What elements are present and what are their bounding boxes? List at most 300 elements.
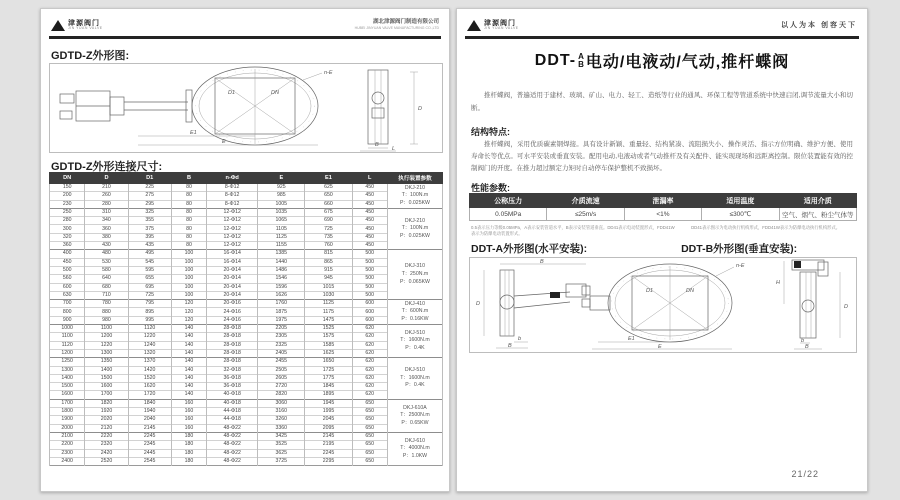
- dim-cell: 620: [352, 366, 387, 374]
- dim-cell: 2045: [305, 416, 352, 424]
- dim-cell: 500: [352, 266, 387, 274]
- triangle-logo-icon: [467, 20, 481, 31]
- dim-cell: 28-Φ18: [207, 333, 258, 341]
- dim-cell: 180: [171, 432, 206, 440]
- gdtd-drawing-svg: [50, 64, 442, 152]
- dim-cell: 2455: [258, 358, 305, 366]
- dim-cell: 650: [352, 399, 387, 407]
- drawing-b-title: DDT-B外形图(垂直安装):: [681, 243, 798, 255]
- dim-cell: 8-Φ12: [207, 192, 258, 200]
- dim-cell: 675: [305, 208, 352, 216]
- title-ab-stack: [578, 53, 584, 69]
- dim-cell: 2325: [258, 341, 305, 349]
- dim-cell: 725: [305, 225, 352, 233]
- dim-cell: 250: [50, 208, 85, 216]
- dim-cell: 450: [352, 233, 387, 241]
- perf-value: 0.05MPa: [470, 208, 547, 221]
- perf-value: <1%: [624, 208, 701, 221]
- dim-cell: 660: [305, 200, 352, 208]
- dim-cell: 1840: [128, 399, 171, 407]
- dim-cell: 2405: [258, 349, 305, 357]
- dim-cell: 2000: [50, 424, 85, 432]
- dim-cell: 1700: [50, 399, 85, 407]
- dim-cell: 450: [352, 225, 387, 233]
- dim-cell: 1600: [50, 391, 85, 399]
- dim-cell: 48-Φ22: [207, 449, 258, 457]
- dim-table-row: [50, 383, 443, 391]
- dim-cell: 28-Φ18: [207, 349, 258, 357]
- dim-cell: 680: [85, 283, 128, 291]
- dim-cell: 1005: [258, 200, 305, 208]
- dim-cell: 735: [305, 233, 352, 241]
- dim-column-header: n-Φd: [207, 173, 258, 184]
- dim-cell: 12-Φ12: [207, 208, 258, 216]
- dim-cell: 690: [305, 217, 352, 225]
- dim-cell: 2295: [305, 457, 352, 465]
- dim-cell: 48-Φ22: [207, 424, 258, 432]
- dim-cell: 2520: [85, 457, 128, 465]
- dim-cell: 180: [171, 441, 206, 449]
- dim-cell: 1300: [50, 366, 85, 374]
- dim-cell: 260: [85, 192, 128, 200]
- dim-cell: 1546: [258, 275, 305, 283]
- dim-cell: 1240: [128, 341, 171, 349]
- dim-column-header: E1: [305, 173, 352, 184]
- dim-cell: 1820: [85, 399, 128, 407]
- footnote-right: DD41表示图示为电动执行机构形式，FDD41W表示为防爆电动执行机构形式。: [691, 225, 841, 230]
- dim-cell: 650: [352, 449, 387, 457]
- dim-cell: 1520: [128, 374, 171, 382]
- perf-header: 适用温度: [702, 194, 779, 208]
- dim-cell: 20-Φ14: [207, 266, 258, 274]
- dim-cell: 300: [50, 225, 85, 233]
- dim-cell: 40-Φ18: [207, 399, 258, 407]
- dim-cell: 1725: [305, 366, 352, 374]
- dim-cell: 495: [128, 250, 171, 258]
- dim-table-row: [50, 192, 443, 200]
- dim-cell: 20-Φ14: [207, 283, 258, 291]
- dim-cell: 100: [171, 250, 206, 258]
- svg-text:D: D: [418, 106, 422, 112]
- dim-table-row: [50, 349, 443, 357]
- svg-text:D1: D1: [646, 288, 654, 294]
- dimension-table-header-row: [50, 173, 443, 184]
- dim-cell: 625: [305, 184, 352, 192]
- dim-cell: 1575: [305, 333, 352, 341]
- dim-table-row: [50, 441, 443, 449]
- dim-table-row: [50, 300, 443, 308]
- svg-text:B: B: [375, 142, 379, 148]
- dim-cell: 1125: [305, 300, 352, 308]
- dim-cell: 100: [171, 283, 206, 291]
- dim-cell: 1100: [85, 325, 128, 333]
- dim-cell: 140: [171, 325, 206, 333]
- dim-cell: 12-Φ12: [207, 217, 258, 225]
- perf-header: 介质流速: [547, 194, 624, 208]
- dim-cell: 1845: [305, 383, 352, 391]
- dim-cell: 16-Φ14: [207, 258, 258, 266]
- dim-cell: 140: [171, 358, 206, 366]
- dim-column-header: D: [85, 173, 128, 184]
- dim-cell: 980: [85, 316, 128, 324]
- dim-cell: 1320: [128, 349, 171, 357]
- dim-cell: 500: [352, 275, 387, 283]
- dim-table-row: [50, 208, 443, 216]
- header-rule: [465, 36, 859, 39]
- dim-cell: 1500: [50, 383, 85, 391]
- dim-cell: 310: [85, 208, 128, 216]
- dim-cell: 450: [352, 242, 387, 250]
- dim-cell: 20-Φ16: [207, 300, 258, 308]
- dim-cell: 160: [171, 424, 206, 432]
- dim-cell: 450: [352, 184, 387, 192]
- features-paragraph: 推杆蝶阀，采用优质碳素钢焊接。具有设计新颖、重量轻、结构紧凑、流阻损失小、操作灵活、指示方位明确、维护方便、使用寿命长等优点。可水平安装或垂直安装。配用电动,电液动或者气动推杆及有关配件、能实现现场和远距离控制。限位装置能有效的控制阀门的开度。在推力超过额定力矩时自动停车保护整机不致损坏。: [471, 141, 853, 173]
- dim-cell: 2445: [128, 449, 171, 457]
- dim-table-row: [50, 225, 443, 233]
- dim-table-row: [50, 266, 443, 274]
- dim-cell: 24-Φ16: [207, 316, 258, 324]
- dim-cell: 375: [128, 225, 171, 233]
- dim-cell: 1440: [258, 258, 305, 266]
- title-prefix: DDT-: [534, 51, 577, 69]
- brand-logo: [51, 20, 103, 31]
- dim-table-row: [50, 399, 443, 407]
- svg-text:b: b: [801, 338, 805, 344]
- dim-cell: 2345: [128, 441, 171, 449]
- dim-cell: 1760: [258, 300, 305, 308]
- dim-cell: 2220: [85, 432, 128, 440]
- dim-cell: 16-Φ14: [207, 250, 258, 258]
- dim-cell: 795: [128, 300, 171, 308]
- page-left: [40, 8, 450, 492]
- title-suffix: 电动/电液动/气动,推杆蝶阀: [585, 54, 790, 71]
- dim-cell: 20-Φ14: [207, 275, 258, 283]
- dim-cell: 2720: [258, 383, 305, 391]
- page-number: 21/22: [791, 469, 819, 479]
- perf-header: 公称压力: [470, 194, 547, 208]
- drawing-titles: [471, 241, 853, 256]
- actuator-group-cell: DKJ-610A T：2500N.m P：0.65KW: [387, 399, 442, 432]
- dim-table-row: [50, 184, 443, 192]
- dim-table-row: [50, 233, 443, 241]
- dim-cell: 80: [171, 233, 206, 241]
- dim-cell: 28-Φ18: [207, 358, 258, 366]
- dim-cell: 210: [85, 184, 128, 192]
- dim-cell: 915: [305, 266, 352, 274]
- dim-cell: 945: [305, 275, 352, 283]
- dimension-table: [49, 172, 443, 466]
- svg-text:E1: E1: [628, 336, 635, 342]
- dim-cell: 1370: [128, 358, 171, 366]
- dim-cell: 395: [128, 233, 171, 241]
- dim-cell: 800: [50, 308, 85, 316]
- perf-header: 适用介质: [779, 194, 856, 208]
- dim-cell: 24-Φ16: [207, 308, 258, 316]
- header-rule: [49, 36, 441, 39]
- logo-subtext: JIN YUAN VALVE: [484, 25, 519, 30]
- dim-cell: 865: [305, 258, 352, 266]
- table-section-title: GDTD-Z外形连接尺寸:: [51, 161, 163, 173]
- dim-cell: 3525: [258, 441, 305, 449]
- dim-cell: 620: [352, 341, 387, 349]
- dim-cell: 580: [85, 266, 128, 274]
- dim-cell: 44-Φ18: [207, 416, 258, 424]
- dim-table-row: [50, 358, 443, 366]
- dim-cell: 230: [50, 200, 85, 208]
- svg-text:H: H: [776, 280, 780, 286]
- dim-cell: 1220: [85, 341, 128, 349]
- dim-cell: 880: [85, 308, 128, 316]
- ddt-drawing-svg: [470, 258, 856, 352]
- dim-cell: 140: [171, 349, 206, 357]
- dim-cell: 500: [50, 266, 85, 274]
- dim-cell: 80: [171, 242, 206, 250]
- page-right-header: [467, 15, 857, 35]
- dim-column-header: E: [258, 173, 305, 184]
- triangle-logo-icon: [51, 20, 65, 31]
- svg-text:DN: DN: [686, 288, 694, 294]
- page-right: [456, 8, 868, 492]
- svg-text:DN: DN: [271, 90, 279, 96]
- dim-cell: 120: [171, 316, 206, 324]
- dim-cell: 650: [352, 432, 387, 440]
- dim-column-header: B: [171, 173, 206, 184]
- dim-cell: 28-Φ18: [207, 325, 258, 333]
- dim-table-row: [50, 242, 443, 250]
- dim-cell: 2145: [128, 424, 171, 432]
- dim-cell: 3625: [258, 449, 305, 457]
- dim-cell: 1920: [85, 408, 128, 416]
- dim-cell: 140: [171, 391, 206, 399]
- dim-table-row: [50, 424, 443, 432]
- dim-cell: 80: [171, 192, 206, 200]
- dim-cell: 650: [352, 416, 387, 424]
- dim-table-row: [50, 333, 443, 341]
- dim-column-header: DN: [50, 173, 85, 184]
- dim-table-row: [50, 374, 443, 382]
- dim-cell: 1975: [258, 316, 305, 324]
- dim-cell: 225: [128, 184, 171, 192]
- dim-cell: 545: [128, 258, 171, 266]
- logo-text: 津源阀门: [484, 19, 516, 27]
- dim-cell: 1400: [85, 366, 128, 374]
- dim-cell: 1300: [85, 349, 128, 357]
- dim-cell: 2040: [128, 416, 171, 424]
- dim-cell: 3160: [258, 408, 305, 416]
- dim-cell: 1945: [305, 399, 352, 407]
- actuator-group-cell: DKJ-510 T：1600N.m P：0.4K: [387, 325, 442, 358]
- dim-cell: 2305: [258, 333, 305, 341]
- dim-cell: 1525: [305, 325, 352, 333]
- dim-cell: 2095: [305, 424, 352, 432]
- dim-cell: 1940: [128, 408, 171, 416]
- dim-cell: 1625: [305, 349, 352, 357]
- dim-cell: 895: [128, 308, 171, 316]
- dim-table-row: [50, 258, 443, 266]
- dim-cell: 1385: [258, 250, 305, 258]
- dim-cell: 2400: [50, 457, 85, 465]
- dim-cell: 44-Φ18: [207, 408, 258, 416]
- dim-cell: 80: [171, 225, 206, 233]
- dim-cell: 280: [50, 217, 85, 225]
- dim-cell: 1600: [85, 383, 128, 391]
- dim-table-row: [50, 366, 443, 374]
- dim-cell: 1155: [258, 242, 305, 250]
- dim-cell: 620: [352, 349, 387, 357]
- dim-cell: 140: [171, 374, 206, 382]
- dim-cell: 1500: [85, 374, 128, 382]
- dim-cell: 140: [171, 383, 206, 391]
- dim-cell: 36-Φ18: [207, 383, 258, 391]
- dim-table-row: [50, 316, 443, 324]
- dim-cell: 120: [171, 308, 206, 316]
- dim-cell: 2020: [85, 416, 128, 424]
- dim-cell: 360: [85, 225, 128, 233]
- dim-cell: 1900: [50, 416, 85, 424]
- title-variant-b: B: [578, 59, 584, 69]
- dim-cell: 650: [352, 408, 387, 416]
- dim-cell: 1650: [305, 358, 352, 366]
- dim-cell: 620: [352, 383, 387, 391]
- performance-table: [469, 193, 857, 221]
- dim-cell: 1895: [305, 391, 352, 399]
- drawing-a-title: DDT-A外形图(水平安装):: [471, 243, 588, 255]
- dim-cell: 8-Φ12: [207, 200, 258, 208]
- logo-text: 津源阀门: [68, 19, 100, 27]
- dim-cell: 1350: [85, 358, 128, 366]
- intro-paragraph: 推杆蝶阀，普遍适用于建材、玻璃、矿山、电力、轻工、造纸等行业的通风、环保工程等管道系统中快速启闭,调节流量大小和切断。: [471, 92, 853, 112]
- dim-cell: 8-Φ12: [207, 184, 258, 192]
- dim-cell: 500: [352, 250, 387, 258]
- dim-cell: 28-Φ18: [207, 341, 258, 349]
- dim-cell: 3060: [258, 399, 305, 407]
- dim-table-row: [50, 341, 443, 349]
- dim-cell: 435: [128, 242, 171, 250]
- dim-cell: 450: [352, 200, 387, 208]
- dim-column-header: 执行装置参数: [387, 173, 442, 184]
- svg-text:B: B: [508, 343, 512, 349]
- dim-cell: 40-Φ18: [207, 391, 258, 399]
- dim-cell: 450: [50, 258, 85, 266]
- dim-cell: 120: [171, 300, 206, 308]
- dim-cell: 2245: [305, 449, 352, 457]
- dim-cell: 32-Φ18: [207, 366, 258, 374]
- dim-cell: 180: [171, 457, 206, 465]
- dim-cell: 1720: [128, 391, 171, 399]
- dim-cell: 620: [352, 374, 387, 382]
- dim-cell: 80: [171, 217, 206, 225]
- dim-cell: 650: [352, 424, 387, 432]
- dim-table-row: [50, 250, 443, 258]
- dim-cell: 630: [50, 291, 85, 299]
- perf-header: 泄漏率: [624, 194, 701, 208]
- dim-cell: 2195: [305, 441, 352, 449]
- dim-cell: 1620: [128, 383, 171, 391]
- dim-cell: 1626: [258, 291, 305, 299]
- dim-table-row: [50, 391, 443, 399]
- dim-column-header: D1: [128, 173, 171, 184]
- dim-cell: 1875: [258, 308, 305, 316]
- dim-cell: 1200: [50, 349, 85, 357]
- performance-title: 性能参数:: [471, 183, 510, 193]
- dim-cell: 2320: [85, 441, 128, 449]
- dim-cell: 48-Φ22: [207, 441, 258, 449]
- dim-cell: 695: [128, 283, 171, 291]
- dim-cell: 100: [171, 275, 206, 283]
- dim-cell: 1220: [128, 333, 171, 341]
- dim-cell: 430: [85, 242, 128, 250]
- dim-cell: 650: [352, 457, 387, 465]
- dim-table-row: [50, 432, 443, 440]
- dim-cell: 1065: [258, 217, 305, 225]
- dim-cell: 1700: [85, 391, 128, 399]
- dim-cell: 140: [171, 366, 206, 374]
- dim-cell: 650: [305, 192, 352, 200]
- perf-value: ≤25m/s: [547, 208, 624, 221]
- dim-cell: 2245: [128, 432, 171, 440]
- dim-cell: 710: [85, 291, 128, 299]
- dim-cell: 600: [50, 283, 85, 291]
- actuator-group-cell: DKJ-610 T：4000N.m P：1.0KW: [387, 432, 442, 465]
- dim-cell: 160: [171, 416, 206, 424]
- dim-cell: 500: [352, 258, 387, 266]
- dim-column-header: L: [352, 173, 387, 184]
- dim-cell: 620: [352, 325, 387, 333]
- dim-cell: 3260: [258, 416, 305, 424]
- dim-cell: 48-Φ22: [207, 457, 258, 465]
- dim-cell: 1000: [50, 325, 85, 333]
- drawing-section-title: GDTD-Z外形图:: [51, 50, 130, 62]
- dim-cell: 2820: [258, 391, 305, 399]
- dim-cell: 3725: [258, 457, 305, 465]
- company-name: 湖北津源阀门制造有限公司: [372, 19, 439, 26]
- dim-cell: 275: [128, 192, 171, 200]
- dim-cell: 500: [352, 291, 387, 299]
- dim-cell: 1995: [305, 408, 352, 416]
- dim-cell: 2420: [85, 449, 128, 457]
- dim-table-row: [50, 325, 443, 333]
- dim-cell: 620: [352, 358, 387, 366]
- dim-cell: 360: [50, 242, 85, 250]
- dim-cell: 280: [85, 200, 128, 208]
- company-motto: 以人为本 创容天下: [781, 22, 857, 29]
- dim-table-row: [50, 291, 443, 299]
- dim-cell: 36-Φ18: [207, 374, 258, 382]
- dim-cell: 2605: [258, 374, 305, 382]
- dim-cell: 620: [352, 333, 387, 341]
- dim-table-row: [50, 275, 443, 283]
- dim-cell: 600: [352, 308, 387, 316]
- svg-text:n-E: n-E: [324, 70, 333, 76]
- dim-table-row: [50, 308, 443, 316]
- svg-text:B: B: [805, 344, 809, 350]
- logo-subtext: JIN YUAN VALVE: [68, 25, 103, 30]
- dim-cell: 140: [171, 341, 206, 349]
- dim-cell: 380: [85, 233, 128, 241]
- dim-cell: 2100: [50, 432, 85, 440]
- brand-logo: [467, 20, 519, 31]
- dim-table-row: [50, 408, 443, 416]
- performance-header-row: [470, 194, 857, 208]
- dim-cell: 1800: [50, 408, 85, 416]
- dim-cell: 995: [128, 316, 171, 324]
- perf-value: ≤300℃: [702, 208, 779, 221]
- dim-cell: 3425: [258, 432, 305, 440]
- dim-cell: 1105: [258, 225, 305, 233]
- dim-cell: 48-Φ22: [207, 432, 258, 440]
- dim-cell: 760: [305, 242, 352, 250]
- dim-cell: 140: [171, 333, 206, 341]
